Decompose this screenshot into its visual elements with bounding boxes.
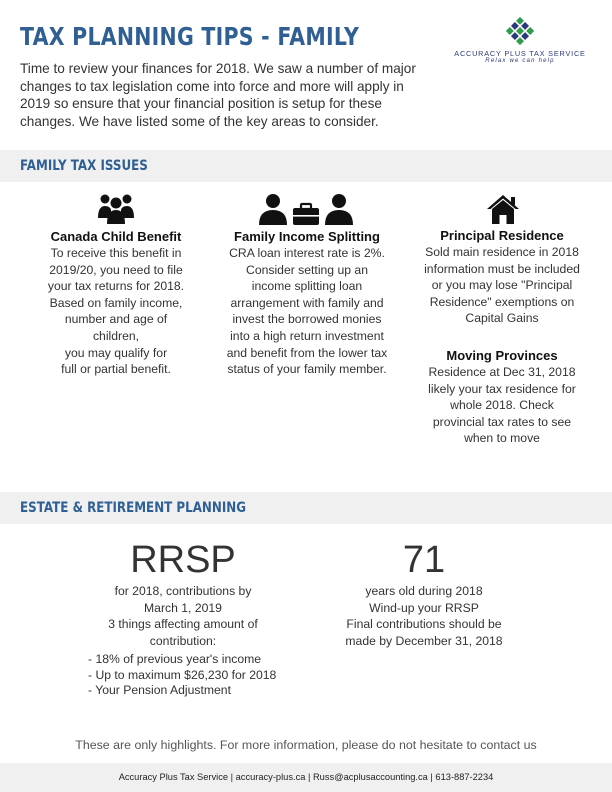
estate-section-title: ESTATE & RETIREMENT PLANNING — [20, 500, 247, 516]
child-benefit-line: number and age of — [64, 312, 168, 327]
rrsp-heading: RRSP — [130, 539, 236, 581]
principal-residence-line: Residence" exemptions on — [429, 294, 575, 309]
income-splitting-line: income splitting loan — [251, 279, 363, 294]
intro-paragraph: Time to review your finances for 2018. We saw a number of major changes to tax legislation come into force and more will apply in 2019 so ensure that your financial position is setup for these changes. We have listed some of the key areas to consider. — [20, 61, 416, 129]
child-benefit-line: 2019/20, you need to file — [49, 262, 183, 277]
income-splitting-line: into a high return investment — [230, 328, 384, 343]
people-briefcase-icon — [257, 193, 355, 227]
child-benefit-line: children, — [92, 328, 140, 343]
income-splitting-block — [217, 229, 397, 378]
age-line: Wind-up your RRSP — [369, 600, 479, 615]
child-benefit-title: Canada Child Benefit — [50, 229, 182, 244]
income-splitting-line: arrangement with family and — [230, 295, 384, 310]
principal-residence-line: Capital Gains — [465, 311, 539, 326]
age-heading: 71 — [402, 539, 446, 581]
moving-provinces-line: when to move — [464, 431, 540, 446]
rrsp-block — [88, 583, 278, 649]
list-item: - 18% of previous year's income — [88, 652, 262, 666]
list-item: - Up to maximum $26,230 for 2018 — [88, 667, 277, 682]
age-line: made by December 31, 2018 — [345, 633, 503, 648]
child-benefit-line: Based on family income, — [49, 295, 183, 310]
family-section-header — [0, 150, 612, 182]
income-splitting-line: CRA loan interest rate is 2%. — [229, 246, 385, 260]
page-title: TAX PLANNING TIPS - FAMILY — [20, 22, 360, 51]
logo-company-name: ACCURACY PLUS TAX SERVICE — [454, 49, 586, 58]
principal-residence-title: Principal Residence — [440, 228, 564, 243]
family-section-title: FAMILY TAX ISSUES — [20, 158, 148, 174]
company-logo — [450, 14, 590, 64]
estate-section-header — [0, 492, 612, 524]
rrsp-line: contribution: — [149, 633, 217, 648]
income-splitting-line: status of your family member. — [227, 362, 387, 377]
child-benefit-line: To receive this benefit in — [50, 246, 182, 260]
moving-provinces-line: provincial tax rates to see — [432, 414, 572, 429]
principal-residence-line: information must be included — [424, 261, 580, 276]
moving-provinces-line: whole 2018. Check — [450, 398, 554, 413]
income-splitting-title: Family Income Splitting — [234, 229, 380, 244]
age-line: Final contributions should be — [346, 617, 502, 632]
logo-tagline: Relax we can help — [485, 58, 555, 64]
moving-provinces-line: Residence at Dec 31, 2018 — [428, 365, 576, 379]
rrsp-line: March 1, 2019 — [144, 600, 222, 615]
moving-provinces-block — [421, 348, 583, 447]
age-line: years old during 2018 — [365, 584, 483, 598]
child-benefit-block — [40, 229, 192, 378]
list-item: - Your Pension Adjustment — [88, 683, 231, 698]
principal-residence-line: Sold main residence in 2018 — [425, 245, 579, 259]
income-splitting-line: invest the borrowed monies — [232, 312, 382, 327]
closing-note: These are only highlights. For more information, please do not hesitate to contact us — [75, 738, 537, 752]
house-icon — [485, 193, 521, 225]
rrsp-factors-list — [88, 652, 308, 699]
principal-residence-block — [421, 228, 583, 327]
income-splitting-line: Consider setting up an — [246, 262, 368, 277]
rrsp-line: for 2018, contributions by — [114, 584, 252, 598]
footer-contact: Accuracy Plus Tax Service | accuracy-plus.ca | Russ@acplusaccounting.ca | 613-887-2234 — [0, 763, 612, 792]
family-group-icon — [96, 192, 136, 224]
moving-provinces-line: likely your tax residence for — [428, 381, 576, 396]
child-benefit-line: your tax returns for 2018. — [47, 279, 185, 294]
principal-residence-line: or you may lose "Principal — [431, 278, 573, 293]
child-benefit-line: you may qualify for — [64, 345, 168, 360]
logo-mark-icon — [503, 14, 537, 48]
moving-provinces-title: Moving Provinces — [446, 348, 558, 363]
income-splitting-line: and benefit from the lower tax — [226, 345, 388, 360]
rrsp-line: 3 things affecting amount of — [108, 617, 258, 632]
child-benefit-line: full or partial benefit. — [61, 362, 171, 377]
age-block — [329, 583, 519, 649]
